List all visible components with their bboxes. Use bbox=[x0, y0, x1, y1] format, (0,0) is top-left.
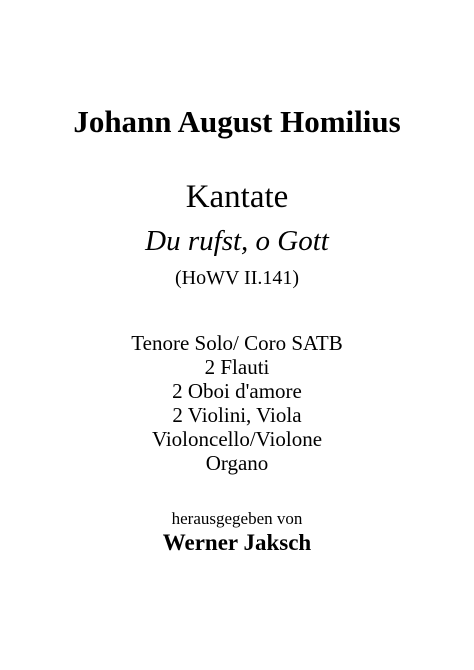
instrumentation-item: Organo bbox=[205, 451, 269, 475]
instrumentation-item: 2 Flauti bbox=[204, 355, 270, 379]
work-title: Kantate bbox=[185, 179, 289, 215]
work-subtitle: Du rufst, o Gott bbox=[145, 225, 329, 257]
instrumentation-item: 2 Oboi d'amore bbox=[172, 379, 302, 403]
instrumentation-item: 2 Violini, Viola bbox=[172, 403, 302, 427]
catalog-number: (HoWV II.141) bbox=[174, 267, 300, 289]
composer-name: Johann August Homilius bbox=[73, 104, 401, 139]
instrumentation-item: Violoncello/Violone bbox=[151, 427, 323, 451]
editor-label: herausgegeben von bbox=[171, 509, 303, 528]
instrumentation-item: Tenore Solo/ Coro SATB bbox=[131, 331, 343, 355]
instrumentation-list bbox=[0, 331, 474, 475]
editor-name: Werner Jaksch bbox=[162, 530, 312, 555]
